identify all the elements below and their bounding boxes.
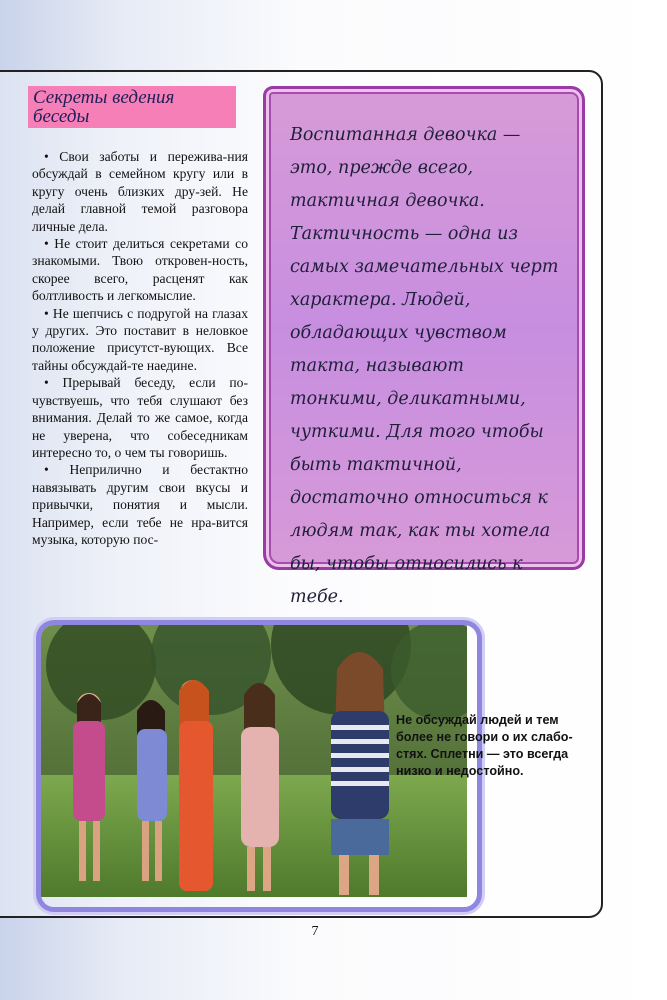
note-text: Воспитанная девочка — это, прежде всего, тактичная девочка. Тактичность — одна из самых замечательных черт характера. Людей, обладающих чувством такта, называют тонкими, деликатными, чуткими. Для того чтобы быть тактичной, достаточно относиться к людям так, как ты хотела бы, чтобы относились к тебе. — [290, 125, 559, 607]
tip-paragraph: • Прерывай беседу, если по-чувствуешь, что тебя слушают без внимания. Делай то же самое, когда не уверена, что собеседникам интересно то, о чем ты говоришь. — [32, 375, 248, 460]
photo-caption: Не обсуждай людей и тем более не говори о их слабо-стях. Сплетни — это всегда низко и недостойно. — [396, 713, 573, 778]
tip-paragraph: • Неприлично и бестактно навязывать другим свои вкусы и привычки, понятия и мысли. Например, если тебе не нра-вится музыка, которую пос- — [32, 462, 248, 547]
tip-paragraph: • Свои заботы и пережива-ния обсуждай в семейном кругу или в кругу очень близких дру-зей. Не делай главной темой разговора личные дела. — [32, 149, 248, 234]
section-heading-box — [28, 86, 236, 128]
tip-paragraph: • Не шепчись с подругой на глазах у других. Это поставит в неловкое положение присутст-вующих. Все тайны обсуждай-те наедине. — [32, 305, 248, 373]
note-box — [263, 86, 585, 607]
tip-paragraph: • Не стоит делиться секретами со знакомыми. Твою откровен-ность, скорее всего, расценят как болтливость и легкомыслие. — [32, 236, 248, 304]
page-number: 7 — [311, 924, 319, 939]
section-heading: Секреты ведения беседы — [33, 87, 175, 127]
tips-text — [32, 148, 248, 548]
